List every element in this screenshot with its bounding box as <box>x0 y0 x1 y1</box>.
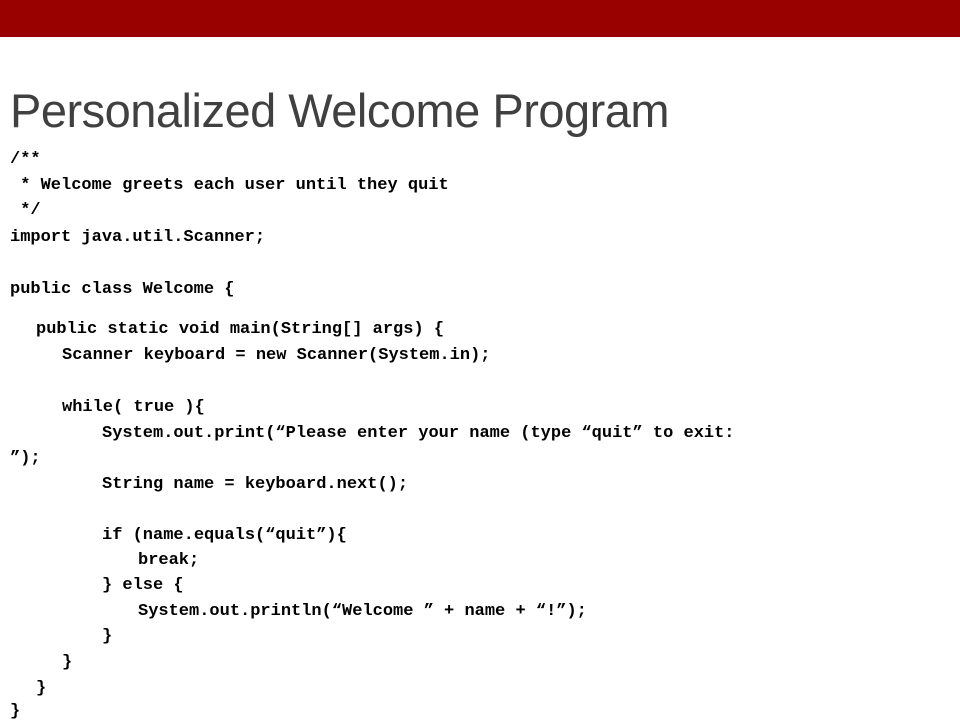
code-line: ”); <box>10 449 41 468</box>
code-line: if (name.equals(“quit”){ <box>102 526 347 545</box>
code-line: System.out.print(“Please enter your name (type “quit” to exit: <box>102 424 735 443</box>
slide-title: Personalized Welcome Program <box>10 84 670 137</box>
top-accent-bar <box>0 0 960 37</box>
code-line: * Welcome greets each user until they quit <box>10 176 449 195</box>
code-line: } else { <box>102 576 184 595</box>
code-line: */ <box>10 201 41 220</box>
code-line: System.out.println(“Welcome ” + name + “!”); <box>138 602 587 621</box>
code-line: } <box>10 702 21 721</box>
code-line: break; <box>138 551 200 570</box>
code-line: } <box>36 679 47 698</box>
code-line: Scanner keyboard = new Scanner(System.in); <box>62 346 491 365</box>
code-line: } <box>102 627 113 646</box>
code-line: public static void main(String[] args) { <box>36 320 445 339</box>
code-line: String name = keyboard.next(); <box>102 475 409 494</box>
code-line: /** <box>10 150 41 169</box>
code-line: import java.util.Scanner; <box>10 228 266 247</box>
code-line: } <box>62 653 73 672</box>
code-line: public class Welcome { <box>10 280 235 299</box>
code-line: while( true ){ <box>62 398 205 417</box>
